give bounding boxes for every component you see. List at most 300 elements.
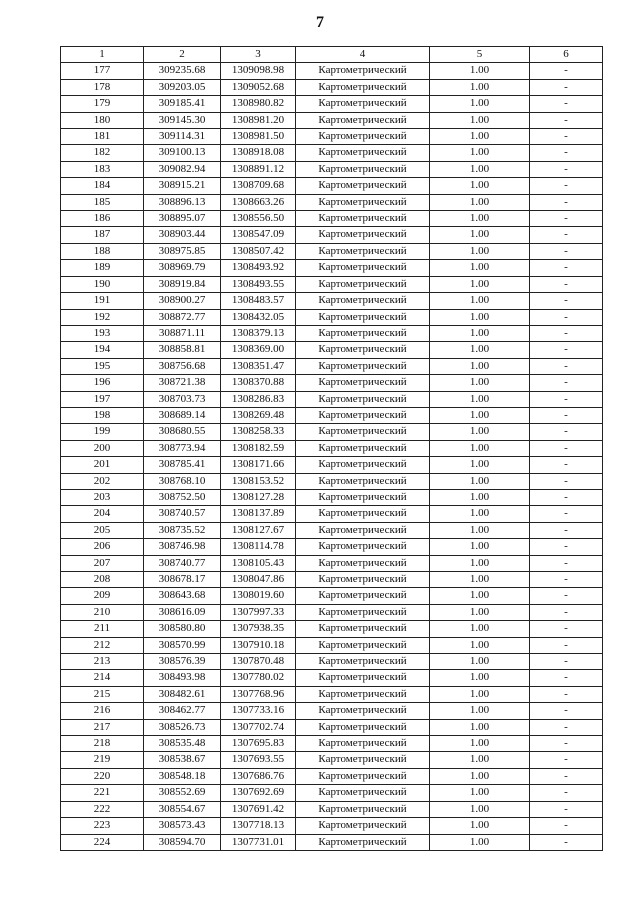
x-coordinate-cell: 309100.13 (144, 145, 221, 161)
y-coordinate-cell: 1307695.83 (221, 736, 296, 752)
y-coordinate-cell: 1308379.13 (221, 325, 296, 341)
table-row (61, 227, 603, 243)
note-cell: - (530, 112, 603, 128)
table-body (61, 63, 603, 851)
accuracy-cell: 1.00 (430, 752, 530, 768)
table-row (61, 686, 603, 702)
table-row (61, 654, 603, 670)
note-cell: - (530, 407, 603, 423)
x-coordinate-cell: 308919.84 (144, 276, 221, 292)
x-coordinate-cell: 308969.79 (144, 260, 221, 276)
method-cell: Картометрический (296, 211, 430, 227)
note-cell: - (530, 539, 603, 555)
point-number-cell: 213 (61, 654, 144, 670)
x-coordinate-cell: 308740.57 (144, 506, 221, 522)
note-cell: - (530, 129, 603, 145)
point-number-cell: 192 (61, 309, 144, 325)
x-coordinate-cell: 308580.80 (144, 621, 221, 637)
note-cell: - (530, 785, 603, 801)
table-row (61, 112, 603, 128)
accuracy-cell: 1.00 (430, 194, 530, 210)
method-cell: Картометрический (296, 719, 430, 735)
table-row (61, 818, 603, 834)
accuracy-cell: 1.00 (430, 703, 530, 719)
point-number-cell: 196 (61, 375, 144, 391)
y-coordinate-cell: 1308981.20 (221, 112, 296, 128)
table-row (61, 670, 603, 686)
x-coordinate-cell: 308573.43 (144, 818, 221, 834)
x-coordinate-cell: 308482.61 (144, 686, 221, 702)
note-cell: - (530, 604, 603, 620)
method-cell: Картометрический (296, 637, 430, 653)
method-cell: Картометрический (296, 79, 430, 95)
y-coordinate-cell: 1308182.59 (221, 440, 296, 456)
y-coordinate-cell: 1308105.43 (221, 555, 296, 571)
table-row (61, 342, 603, 358)
point-number-cell: 191 (61, 293, 144, 309)
accuracy-cell: 1.00 (430, 276, 530, 292)
point-number-cell: 220 (61, 768, 144, 784)
y-coordinate-cell: 1308369.00 (221, 342, 296, 358)
accuracy-cell: 1.00 (430, 227, 530, 243)
note-cell: - (530, 473, 603, 489)
note-cell: - (530, 424, 603, 440)
point-number-cell: 222 (61, 801, 144, 817)
table-row (61, 407, 603, 423)
method-cell: Картометрический (296, 604, 430, 620)
point-number-cell: 217 (61, 719, 144, 735)
point-number-cell: 209 (61, 588, 144, 604)
x-coordinate-cell: 308680.55 (144, 424, 221, 440)
y-coordinate-cell: 1308663.26 (221, 194, 296, 210)
accuracy-cell: 1.00 (430, 522, 530, 538)
y-coordinate-cell: 1308432.05 (221, 309, 296, 325)
x-coordinate-cell: 308554.67 (144, 801, 221, 817)
x-coordinate-cell: 308872.77 (144, 309, 221, 325)
table-row (61, 325, 603, 341)
y-coordinate-cell: 1308153.52 (221, 473, 296, 489)
accuracy-cell: 1.00 (430, 489, 530, 505)
method-cell: Картометрический (296, 227, 430, 243)
table-row (61, 489, 603, 505)
accuracy-cell: 1.00 (430, 686, 530, 702)
method-cell: Картометрический (296, 129, 430, 145)
x-coordinate-cell: 309203.05 (144, 79, 221, 95)
y-coordinate-cell: 1307693.55 (221, 752, 296, 768)
y-coordinate-cell: 1308127.28 (221, 489, 296, 505)
accuracy-cell: 1.00 (430, 785, 530, 801)
point-number-cell: 186 (61, 211, 144, 227)
note-cell: - (530, 79, 603, 95)
x-coordinate-cell: 308594.70 (144, 834, 221, 850)
table-row (61, 752, 603, 768)
table-row (61, 604, 603, 620)
note-cell: - (530, 161, 603, 177)
y-coordinate-cell: 1308137.89 (221, 506, 296, 522)
point-number-cell: 194 (61, 342, 144, 358)
note-cell: - (530, 194, 603, 210)
note-cell: - (530, 63, 603, 79)
accuracy-cell: 1.00 (430, 260, 530, 276)
method-cell: Картометрический (296, 801, 430, 817)
table-row (61, 506, 603, 522)
y-coordinate-cell: 1308483.57 (221, 293, 296, 309)
x-coordinate-cell: 308746.98 (144, 539, 221, 555)
method-cell: Картометрический (296, 325, 430, 341)
x-coordinate-cell: 308915.21 (144, 178, 221, 194)
method-cell: Картометрический (296, 818, 430, 834)
column-header-6: 6 (530, 47, 603, 63)
method-cell: Картометрический (296, 309, 430, 325)
table-row (61, 391, 603, 407)
x-coordinate-cell: 309114.31 (144, 129, 221, 145)
accuracy-cell: 1.00 (430, 424, 530, 440)
note-cell: - (530, 637, 603, 653)
accuracy-cell: 1.00 (430, 654, 530, 670)
coordinates-table (60, 46, 603, 851)
method-cell: Картометрический (296, 834, 430, 850)
y-coordinate-cell: 1309052.68 (221, 79, 296, 95)
table-row (61, 703, 603, 719)
accuracy-cell: 1.00 (430, 736, 530, 752)
point-number-cell: 198 (61, 407, 144, 423)
accuracy-cell: 1.00 (430, 555, 530, 571)
point-number-cell: 216 (61, 703, 144, 719)
table-row (61, 457, 603, 473)
y-coordinate-cell: 1308980.82 (221, 96, 296, 112)
y-coordinate-cell: 1308507.42 (221, 243, 296, 259)
note-cell: - (530, 96, 603, 112)
note-cell: - (530, 801, 603, 817)
accuracy-cell: 1.00 (430, 293, 530, 309)
point-number-cell: 187 (61, 227, 144, 243)
accuracy-cell: 1.00 (430, 325, 530, 341)
point-number-cell: 214 (61, 670, 144, 686)
accuracy-cell: 1.00 (430, 342, 530, 358)
method-cell: Картометрический (296, 194, 430, 210)
point-number-cell: 224 (61, 834, 144, 850)
accuracy-cell: 1.00 (430, 129, 530, 145)
accuracy-cell: 1.00 (430, 63, 530, 79)
accuracy-cell: 1.00 (430, 457, 530, 473)
column-header-2: 2 (144, 47, 221, 63)
point-number-cell: 205 (61, 522, 144, 538)
note-cell: - (530, 752, 603, 768)
accuracy-cell: 1.00 (430, 243, 530, 259)
y-coordinate-cell: 1307733.16 (221, 703, 296, 719)
y-coordinate-cell: 1308547.09 (221, 227, 296, 243)
note-cell: - (530, 309, 603, 325)
accuracy-cell: 1.00 (430, 637, 530, 653)
y-coordinate-cell: 1307718.13 (221, 818, 296, 834)
table-row (61, 358, 603, 374)
point-number-cell: 208 (61, 572, 144, 588)
y-coordinate-cell: 1307938.35 (221, 621, 296, 637)
table-row (61, 63, 603, 79)
point-number-cell: 183 (61, 161, 144, 177)
x-coordinate-cell: 308526.73 (144, 719, 221, 735)
note-cell: - (530, 391, 603, 407)
note-cell: - (530, 440, 603, 456)
method-cell: Картометрический (296, 342, 430, 358)
x-coordinate-cell: 308858.81 (144, 342, 221, 358)
note-cell: - (530, 736, 603, 752)
y-coordinate-cell: 1308258.33 (221, 424, 296, 440)
table-row (61, 801, 603, 817)
point-number-cell: 203 (61, 489, 144, 505)
method-cell: Картометрический (296, 96, 430, 112)
method-cell: Картометрический (296, 457, 430, 473)
method-cell: Картометрический (296, 424, 430, 440)
table-row (61, 211, 603, 227)
x-coordinate-cell: 308552.69 (144, 785, 221, 801)
table-row (61, 572, 603, 588)
point-number-cell: 190 (61, 276, 144, 292)
accuracy-cell: 1.00 (430, 79, 530, 95)
accuracy-cell: 1.00 (430, 604, 530, 620)
x-coordinate-cell: 308896.13 (144, 194, 221, 210)
method-cell: Картометрический (296, 112, 430, 128)
point-number-cell: 211 (61, 621, 144, 637)
accuracy-cell: 1.00 (430, 145, 530, 161)
method-cell: Картометрический (296, 506, 430, 522)
accuracy-cell: 1.00 (430, 161, 530, 177)
accuracy-cell: 1.00 (430, 309, 530, 325)
y-coordinate-cell: 1308171.66 (221, 457, 296, 473)
accuracy-cell: 1.00 (430, 391, 530, 407)
accuracy-cell: 1.00 (430, 375, 530, 391)
x-coordinate-cell: 308895.07 (144, 211, 221, 227)
method-cell: Картометрический (296, 260, 430, 276)
table-row (61, 145, 603, 161)
table-row (61, 588, 603, 604)
note-cell: - (530, 703, 603, 719)
note-cell: - (530, 686, 603, 702)
y-coordinate-cell: 1308019.60 (221, 588, 296, 604)
x-coordinate-cell: 308871.11 (144, 325, 221, 341)
y-coordinate-cell: 1307731.01 (221, 834, 296, 850)
table-row (61, 736, 603, 752)
accuracy-cell: 1.00 (430, 719, 530, 735)
point-number-cell: 201 (61, 457, 144, 473)
accuracy-cell: 1.00 (430, 358, 530, 374)
table-row (61, 539, 603, 555)
accuracy-cell: 1.00 (430, 818, 530, 834)
column-header-4: 4 (296, 47, 430, 63)
note-cell: - (530, 572, 603, 588)
method-cell: Картометрический (296, 243, 430, 259)
note-cell: - (530, 243, 603, 259)
x-coordinate-cell: 308535.48 (144, 736, 221, 752)
method-cell: Картометрический (296, 489, 430, 505)
x-coordinate-cell: 309185.41 (144, 96, 221, 112)
note-cell: - (530, 834, 603, 850)
table-row (61, 719, 603, 735)
accuracy-cell: 1.00 (430, 96, 530, 112)
x-coordinate-cell: 308570.99 (144, 637, 221, 653)
accuracy-cell: 1.00 (430, 539, 530, 555)
note-cell: - (530, 325, 603, 341)
table-row (61, 129, 603, 145)
note-cell: - (530, 178, 603, 194)
table-row (61, 522, 603, 538)
y-coordinate-cell: 1307870.48 (221, 654, 296, 670)
note-cell: - (530, 670, 603, 686)
point-number-cell: 223 (61, 818, 144, 834)
table-row (61, 555, 603, 571)
y-coordinate-cell: 1308493.92 (221, 260, 296, 276)
x-coordinate-cell: 309145.30 (144, 112, 221, 128)
y-coordinate-cell: 1308269.48 (221, 407, 296, 423)
method-cell: Картометрический (296, 391, 430, 407)
y-coordinate-cell: 1307702.74 (221, 719, 296, 735)
point-number-cell: 212 (61, 637, 144, 653)
table-row (61, 768, 603, 784)
x-coordinate-cell: 308740.77 (144, 555, 221, 571)
method-cell: Картометрический (296, 293, 430, 309)
table-row (61, 293, 603, 309)
accuracy-cell: 1.00 (430, 834, 530, 850)
table-row (61, 621, 603, 637)
method-cell: Картометрический (296, 670, 430, 686)
note-cell: - (530, 768, 603, 784)
method-cell: Картометрический (296, 572, 430, 588)
x-coordinate-cell: 308643.68 (144, 588, 221, 604)
table-row (61, 243, 603, 259)
y-coordinate-cell: 1307780.02 (221, 670, 296, 686)
point-number-cell: 195 (61, 358, 144, 374)
method-cell: Картометрический (296, 407, 430, 423)
table-row (61, 440, 603, 456)
point-number-cell: 182 (61, 145, 144, 161)
y-coordinate-cell: 1308114.78 (221, 539, 296, 555)
note-cell: - (530, 260, 603, 276)
column-header-3: 3 (221, 47, 296, 63)
table-row (61, 276, 603, 292)
note-cell: - (530, 621, 603, 637)
point-number-cell: 188 (61, 243, 144, 259)
method-cell: Картометрический (296, 522, 430, 538)
method-cell: Картометрический (296, 473, 430, 489)
x-coordinate-cell: 308975.85 (144, 243, 221, 259)
point-number-cell: 185 (61, 194, 144, 210)
accuracy-cell: 1.00 (430, 801, 530, 817)
note-cell: - (530, 276, 603, 292)
note-cell: - (530, 654, 603, 670)
y-coordinate-cell: 1308709.68 (221, 178, 296, 194)
y-coordinate-cell: 1308351.47 (221, 358, 296, 374)
note-cell: - (530, 818, 603, 834)
table-row (61, 178, 603, 194)
y-coordinate-cell: 1307768.96 (221, 686, 296, 702)
table-row (61, 375, 603, 391)
accuracy-cell: 1.00 (430, 112, 530, 128)
method-cell: Картометрический (296, 63, 430, 79)
note-cell: - (530, 358, 603, 374)
accuracy-cell: 1.00 (430, 473, 530, 489)
y-coordinate-cell: 1308286.83 (221, 391, 296, 407)
x-coordinate-cell: 309082.94 (144, 161, 221, 177)
accuracy-cell: 1.00 (430, 178, 530, 194)
note-cell: - (530, 489, 603, 505)
accuracy-cell: 1.00 (430, 211, 530, 227)
note-cell: - (530, 719, 603, 735)
table-row (61, 785, 603, 801)
x-coordinate-cell: 308462.77 (144, 703, 221, 719)
method-cell: Картометрический (296, 375, 430, 391)
note-cell: - (530, 588, 603, 604)
method-cell: Картометрический (296, 621, 430, 637)
point-number-cell: 210 (61, 604, 144, 620)
point-number-cell: 204 (61, 506, 144, 522)
note-cell: - (530, 506, 603, 522)
table-row (61, 260, 603, 276)
point-number-cell: 177 (61, 63, 144, 79)
y-coordinate-cell: 1307910.18 (221, 637, 296, 653)
note-cell: - (530, 145, 603, 161)
note-cell: - (530, 375, 603, 391)
accuracy-cell: 1.00 (430, 572, 530, 588)
x-coordinate-cell: 308678.17 (144, 572, 221, 588)
y-coordinate-cell: 1308370.88 (221, 375, 296, 391)
table-row (61, 96, 603, 112)
point-number-cell: 219 (61, 752, 144, 768)
point-number-cell: 199 (61, 424, 144, 440)
accuracy-cell: 1.00 (430, 506, 530, 522)
column-header-1: 1 (61, 47, 144, 63)
point-number-cell: 180 (61, 112, 144, 128)
x-coordinate-cell: 308616.09 (144, 604, 221, 620)
note-cell: - (530, 457, 603, 473)
method-cell: Картометрический (296, 768, 430, 784)
x-coordinate-cell: 308785.41 (144, 457, 221, 473)
table-row (61, 194, 603, 210)
accuracy-cell: 1.00 (430, 588, 530, 604)
point-number-cell: 193 (61, 325, 144, 341)
accuracy-cell: 1.00 (430, 621, 530, 637)
point-number-cell: 206 (61, 539, 144, 555)
method-cell: Картометрический (296, 686, 430, 702)
x-coordinate-cell: 308768.10 (144, 473, 221, 489)
y-coordinate-cell: 1308493.55 (221, 276, 296, 292)
y-coordinate-cell: 1308556.50 (221, 211, 296, 227)
y-coordinate-cell: 1307997.33 (221, 604, 296, 620)
point-number-cell: 179 (61, 96, 144, 112)
y-coordinate-cell: 1308047.86 (221, 572, 296, 588)
x-coordinate-cell: 308538.67 (144, 752, 221, 768)
x-coordinate-cell: 308756.68 (144, 358, 221, 374)
note-cell: - (530, 211, 603, 227)
method-cell: Картометрический (296, 736, 430, 752)
x-coordinate-cell: 308721.38 (144, 375, 221, 391)
y-coordinate-cell: 1308127.67 (221, 522, 296, 538)
y-coordinate-cell: 1308918.08 (221, 145, 296, 161)
table-row (61, 473, 603, 489)
point-number-cell: 215 (61, 686, 144, 702)
note-cell: - (530, 293, 603, 309)
y-coordinate-cell: 1309098.98 (221, 63, 296, 79)
note-cell: - (530, 227, 603, 243)
table-row (61, 834, 603, 850)
method-cell: Картометрический (296, 654, 430, 670)
x-coordinate-cell: 308903.44 (144, 227, 221, 243)
y-coordinate-cell: 1307686.76 (221, 768, 296, 784)
point-number-cell: 221 (61, 785, 144, 801)
y-coordinate-cell: 1308981.50 (221, 129, 296, 145)
x-coordinate-cell: 308773.94 (144, 440, 221, 456)
point-number-cell: 218 (61, 736, 144, 752)
accuracy-cell: 1.00 (430, 768, 530, 784)
